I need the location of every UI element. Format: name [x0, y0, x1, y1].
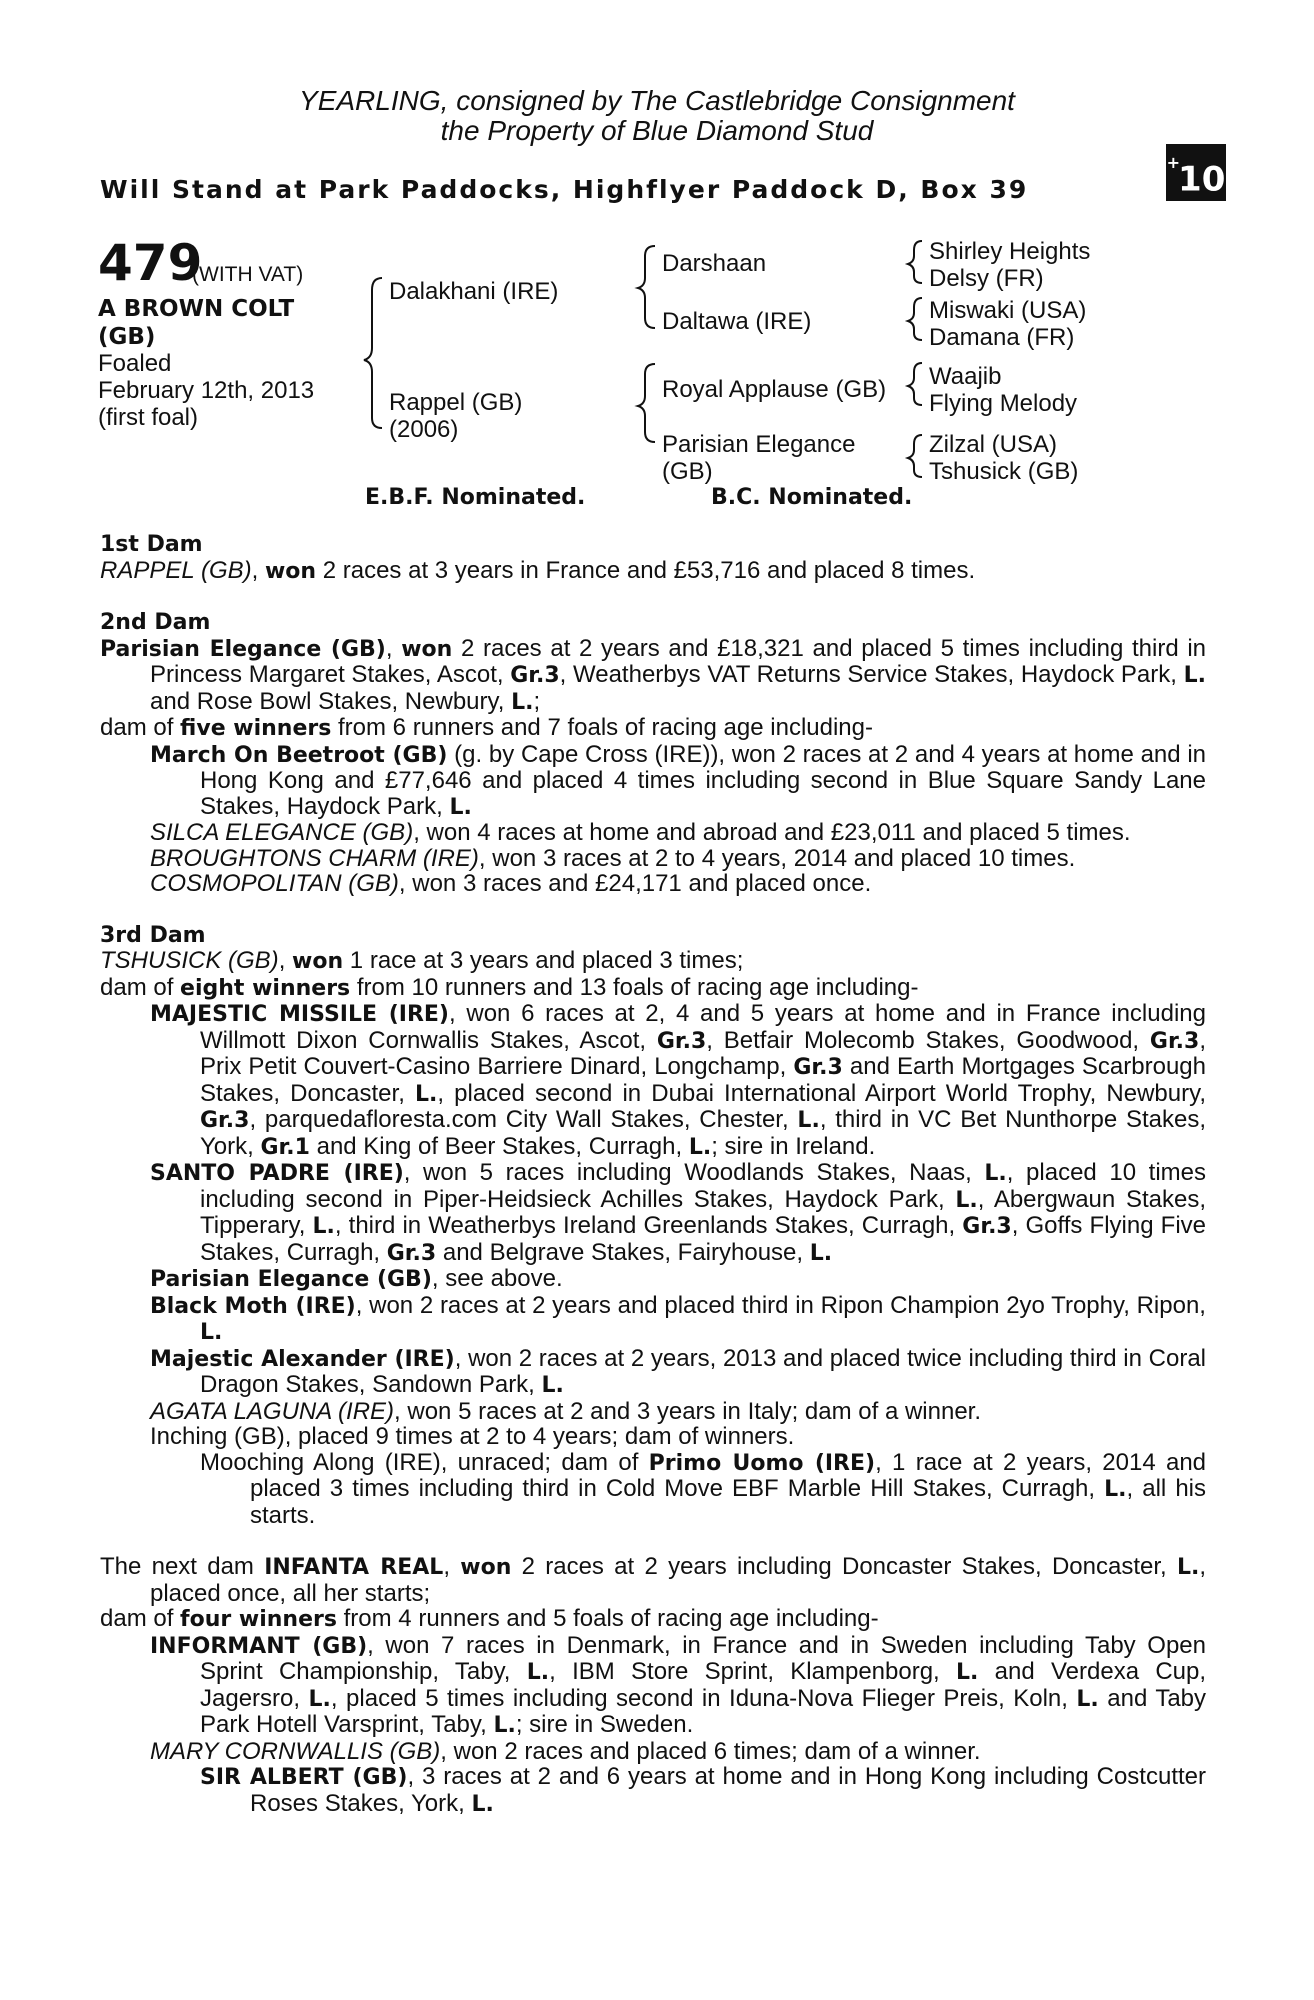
consignment-line: YEARLING, consigned by The Castlebridge Consignment: [299, 85, 1015, 116]
gg-dam-sire-sire: Waajib: [929, 363, 1002, 390]
gg-dam-dam-dam: Tshusick (GB): [929, 458, 1079, 485]
dam-year: (2006): [389, 416, 459, 443]
sire: Dalakhani (IRE): [389, 278, 559, 305]
gg-sire-sire-dam: Delsy (FR): [929, 265, 1044, 292]
dam-dam: Parisian Elegance: [662, 431, 856, 458]
first-dam-section: 1st Dam RAPPEL (GB), won 2 races at 3 years in France and £53,716 and placed 8 times.: [100, 532, 1206, 584]
foaled-label: Foaled: [98, 350, 172, 377]
section-heading: 3rd Dam: [100, 922, 206, 948]
dam: Rappel (GB): [389, 389, 523, 416]
catalogue-body: [100, 532, 1206, 1817]
foaled-date: February 12th, 2013: [98, 377, 315, 404]
second-dam-section: 2nd Dam Parisian Elegance (GB), won 2 races at 2 years and £18,321 and placed 5 times including third in Princess Margaret Stakes, Ascot, Gr.3, Weatherbys VAT Returns Service Stakes, Haydock Park, L. and Rose Bowl Stakes, Newbury, L.; dam of five winners from 6 runners and 7 foals of racing age including- March On Beetroot (GB) (g. by Cape Cross (IRE)), won 2 races at 2 and 4 years at home and in Hong Kong and £77,646 and placed 4 times including second in Blue Square Sandy Lane Stakes, Haydock Park, L. SILCA ELEGANCE (GB), won 4 races at home and abroad and £23,011 and placed 5 times. BROUGHTONS CHARM (IRE), won 3 races at 2 to 4 years, 2014 and placed 10 times. COSMOPOLITAN (GB), won 3 races and £24,171 and placed once.: [100, 610, 1207, 897]
foal-note: (first foal): [98, 404, 199, 431]
gg-dam-dam-sire: Zilzal (USA): [929, 431, 1058, 458]
section-heading: 1st Dam: [100, 532, 203, 557]
lot-number: 479: [98, 234, 203, 292]
gg-sire-dam-dam: Damana (FR): [929, 324, 1075, 351]
lot-description: A BROWN COLT (GB): [98, 296, 295, 350]
sire-dam: Daltawa (IRE): [662, 308, 812, 335]
section-heading: 2nd Dam: [100, 610, 211, 635]
third-dam-section: 3rd Dam TSHUSICK (GB), won 1 race at 3 years and placed 3 times; dam of eight winners from 10 runners and 13 foals of racing age including- MAJESTIC MISSILE (IRE), won 6 races at 2, 4 and 5 years at home and in France including Willmott Dixon Cornwallis Stakes, Ascot, Gr.3, Betfair Molecomb Stakes, Goodwood, Gr.3, Prix Petit Couvert-Casino Barriere Dinard, Longchamp, Gr.3 and Earth Mortgages Scarbrough Stakes, Doncaster, L., placed second in Dubai International Airport World Trophy, Newbury, Gr.3, parquedafloresta.com City Wall Stakes, Chester, L., third in VC Bet Nunthorpe Stakes, York, Gr.1 and King of Beer Stakes, Curragh, L.; sire in Ireland. SANTO PADRE (IRE), won 5 races including Woodlands Stakes, Naas, L., placed 10 times including second in Piper-Heidsieck Achilles Stakes, Haydock Park, L., Abergwaun Stakes, Tipperary, L., third in Weatherbys Ireland Greenlands Stakes, Curragh, Gr.3, Goffs Flying Five Stakes, Curragh, Gr.3 and Belgrave Stakes, Fairyhouse, L. Parisian Elegance (GB), see above. Black Moth (IRE), won 2 races at 2 years and placed third in Ripon Champion 2yo Trophy, Ripon, L. Majestic Alexander (IRE), won 2 races at 2 years, 2013 and placed twice including third in Coral Dragon Stakes, Sandown Park, L. AGATA LAGUNA (IRE), won 5 races at 2 and 3 years in Italy; dam of a winner. Inching (GB), placed 9 times at 2 to 4 years; dam of winners. Mooching Along (IRE), unraced; dam of Primo Uomo (IRE), 1 race at 2 years, 2014 and placed 3 times including third in Cold Move EBF Marble Hill Stakes, Curragh, L., all his starts.: [100, 922, 1207, 1529]
property-line: the Property of Blue Diamond Stud: [440, 115, 874, 146]
dam-dam-country: (GB): [662, 458, 713, 485]
stand-location: Will Stand at Park Paddocks, Highflyer Paddock D, Box 39: [100, 175, 1029, 204]
bc-nominated: B.C. Nominated.: [711, 485, 913, 510]
next-dam-section: The next dam INFANTA REAL, won 2 races at 2 years including Doncaster Stakes, Doncaster, L., placed once, all her starts; dam of four winners from 4 runners and 5 foals of racing age including- INFORMANT (GB), won 7 races in Denmark, in France and in Sweden including Taby Open Sprint Championship, Taby, L., IBM Store Sprint, Klampenborg, L. and Verdexa Cup, Jagersro, L., placed 5 times including second in Iduna-Nova Flieger Preis, Koln, L. and Taby Park Hotell Varsprint, Taby, L.; sire in Sweden. MARY CORNWALLIS (GB), won 2 races and placed 6 times; dam of a winner. SIR ALBERT (GB), 3 races at 2 and 6 years at home and in Hong Kong including Costcutter Roses Stakes, York, L.: [100, 1553, 1207, 1817]
pedigree-braces: [0, 0, 1314, 520]
gg-sire-dam-sire: Miswaki (USA): [929, 297, 1087, 324]
sire-sire: Darshaan: [662, 250, 767, 277]
vat-note: (WITH VAT): [192, 263, 304, 286]
gg-sire-sire-sire: Shirley Heights: [929, 238, 1091, 265]
ebf-nominated: E.B.F. Nominated.: [365, 485, 586, 510]
lot-badge: +10: [1166, 144, 1226, 201]
dam-sire: Royal Applause (GB): [662, 376, 887, 403]
gg-dam-sire-dam: Flying Melody: [929, 390, 1078, 417]
